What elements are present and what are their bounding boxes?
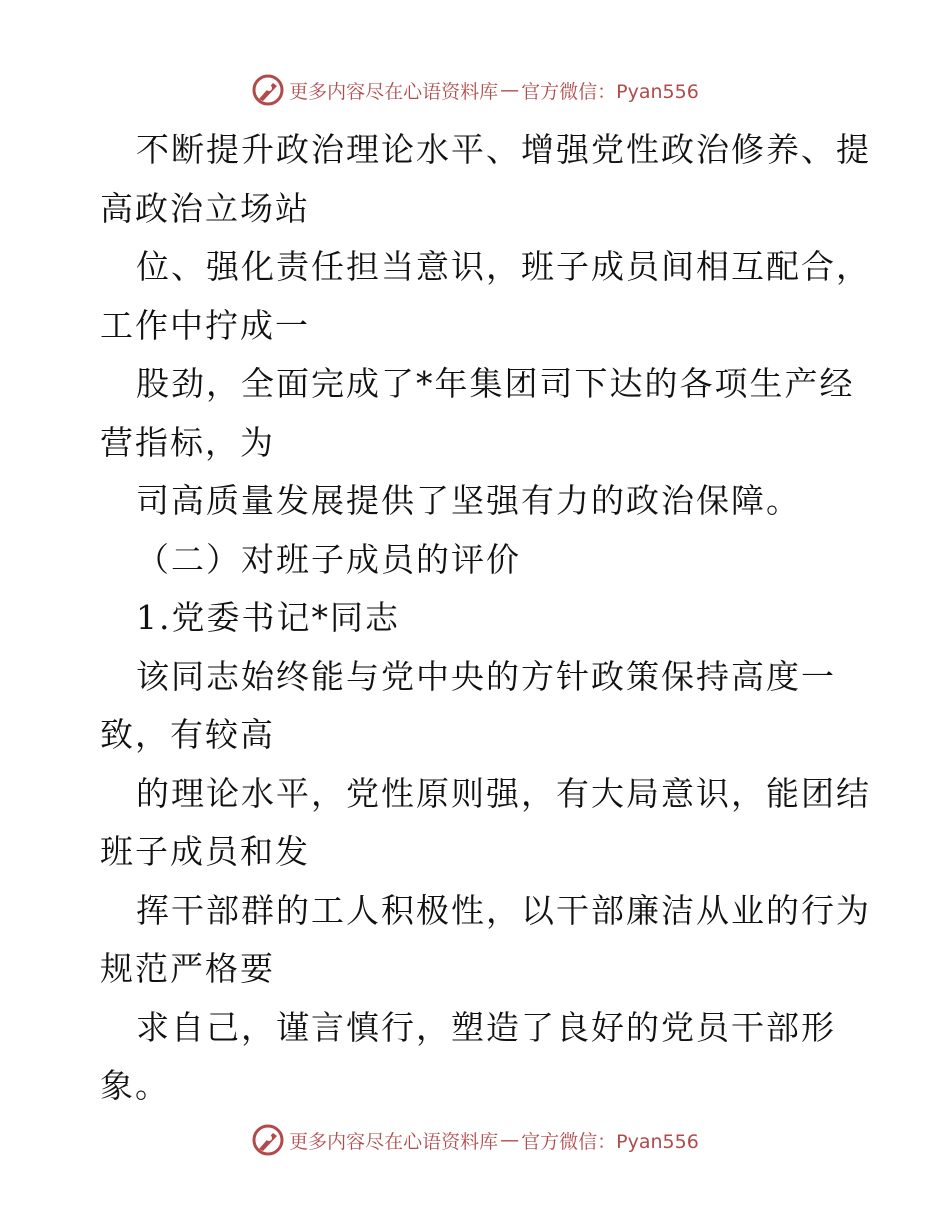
text-line: 求自己，谨言慎行，塑造了良好的党员干部形: [136, 1007, 836, 1047]
text-line: 班子成员和发: [100, 832, 310, 871]
pen-logo-icon: [251, 1123, 285, 1157]
section-heading: （二）对班子成员的评价: [136, 539, 521, 579]
text-line: 象。: [100, 1066, 170, 1105]
text-line: 位、强化责任担当意识，班子成员间相互配合，: [136, 247, 871, 286]
text-line: 的理论水平，党性原则强，有大局意识，能团结: [136, 773, 871, 813]
text-line: 规范严格要: [100, 949, 275, 988]
text-line: 司高质量发展提供了坚强有力的政治保障。: [136, 481, 801, 520]
header-watermark: [0, 70, 950, 110]
subsection-heading: 1.党委书记*同志: [136, 598, 400, 637]
text-line: 挥干部群的工人积极性，以干部廉洁从业的行为: [136, 890, 871, 930]
text-line: 工作中拧成一: [100, 305, 310, 345]
text-line: 致，有较高: [100, 715, 275, 754]
watermark-wechat: 官方微信：Pyan556: [521, 80, 699, 103]
text-line: 高政治立场站: [100, 188, 310, 228]
pen-logo-icon: [251, 73, 285, 107]
watermark-text: 更多内容尽在心语资料库: [289, 80, 499, 103]
watermark-separator: —: [500, 1129, 520, 1151]
text-line: 该同志始终能与党中央的方针政策保持高度一: [136, 656, 836, 696]
text-line: 不断提升政治理论水平、增强党性政治修养、提: [136, 130, 871, 169]
text-line: 营指标，为: [100, 422, 275, 462]
watermark-text: 更多内容尽在心语资料库: [289, 1130, 499, 1153]
document-body: [100, 121, 871, 1116]
footer-watermark: [0, 1120, 950, 1160]
watermark-wechat: 官方微信：Pyan556: [521, 1130, 699, 1153]
text-line: 股劲，全面完成了*年集团司下达的各项生产经: [136, 364, 855, 403]
watermark-separator: —: [500, 79, 520, 101]
